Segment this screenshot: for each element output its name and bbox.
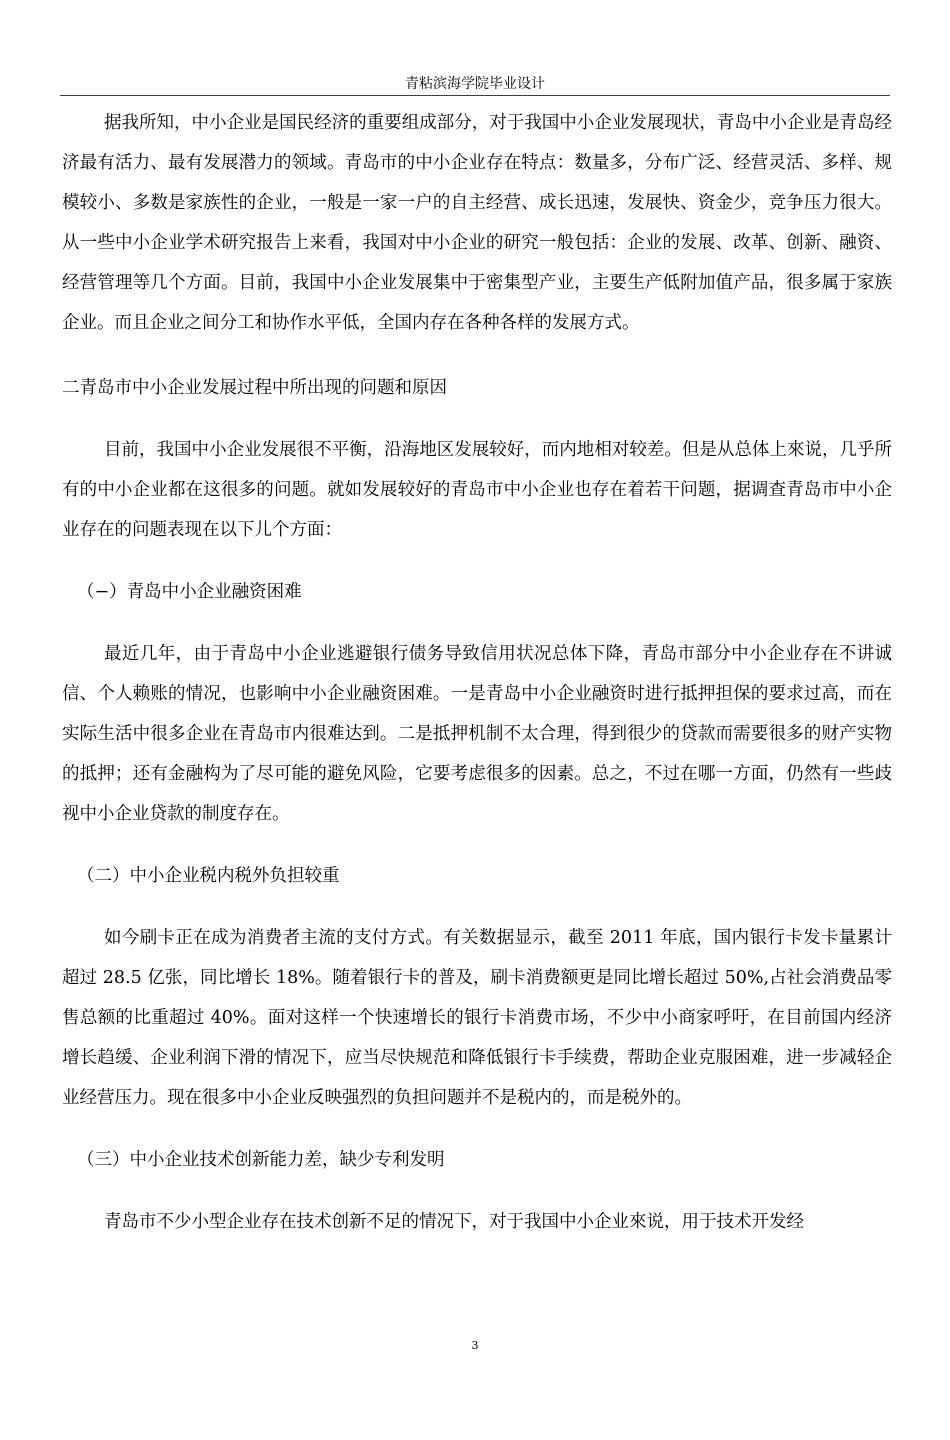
section-spacer [62, 896, 892, 918]
subsection-heading-2: （二）中小企业税内税外负担较重 [77, 866, 340, 886]
section-spacer [62, 1118, 892, 1140]
subsection-heading-1: （−）青岛中小企业融资困难 [77, 582, 302, 602]
header-divider [60, 95, 890, 96]
running-header: 青粘滨海学院毕业设计 [405, 76, 545, 92]
section-heading-2: 二青岛市中小企业发展过程中所出现的问题和原因 [62, 378, 447, 398]
subsection-heading-3: （三）中小企业技术创新能力差，缺少专利发明 [77, 1150, 445, 1170]
body-paragraph-3: 最近几年，由于青岛中小企业逃避银行债务导致信用状况总体下降，青岛市部分中小企业存在不讲诚信、个人赖账的情况，也影响中小企业融资困难。一是青岛中小企业融资时进行抵押担保的要求过高，而在实际生活中很多企业在青岛市内很难达到。二是抵押机制不太合理，得到很少的贷款而需要很多的财产实物的抵押；还有金融构为了尽可能的避免风险，它要考虑很多的因素。总之，不过在哪一方面，仍然有一些歧视中小企业贷款的制度存在。 [62, 644, 892, 824]
document-body [62, 103, 892, 1242]
body-paragraph-2: 目前，我国中小企业发展很不平衡，沿海地区发展较好，而内地相对较差。但是从总体上來说，几乎所有的中小企业都在这很多的问题。就如发展较好的青岛市中小企业也存在着若干问题，据调查青岛市中小企业存在的问题表现在以下儿个方面： [62, 440, 892, 540]
body-paragraph-1: 据我所知，中小企业是国民经济的重要组成部分，对于我国中小企业发展现状，青岛中小企业是青岛经济最有活力、最有发展潜力的领域。青岛市的中小企业存在特点：数量多，分布广泛、经营灵活、多样、规模较小、多数是家族性的企业，一般是一家一户的自主经营、成长迅速，发展快、资金少，竞争压力很大。从一些中小企业学术研究报告上来看，我国对中小企业的研究一般包括：企业的发展、改革、创新、融资、经营管理等几个方面。目前，我国中小企业发展集中于密集型产业，主要生产低附加值产品，很多属于家族企业。而且企业之间分工和协作水平低，全国内存在各种各样的发展方式。 [62, 113, 892, 333]
section-spacer [62, 1180, 892, 1202]
section-spacer [62, 408, 892, 430]
body-paragraph-5: 青岛市不少小型企业存在技术创新不足的情况下，对于我国中小企业來说，用于技术开发经 [104, 1212, 804, 1232]
page-number: 3 [471, 1339, 479, 1352]
section-spacer [62, 343, 892, 368]
section-spacer [62, 550, 892, 572]
section-spacer [62, 834, 892, 856]
section-spacer [62, 612, 892, 634]
body-paragraph-4: 如今刷卡正在成为消费者主流的支付方式。有关数据显示，截至 2011 年底，国内银行卡发卡量累计超过 28.5 亿张，同比增长 18%。随着银行卡的普及，刷卡消费额更是同比增长超过 50%,占社会消费品零售总额的比重超过 40%。面对这样一个快速增长的银行卡消费市场，不少中小商家呼吁，在目前国内经济增长趋缓、企业利润下滑的情况下，应当尽快规范和降低银行卡手续费，帮助企业克服困难，进一步减轻企业经营压力。现在很多中小企业反映强烈的负担问题并不是税内的，而是税外的。 [62, 928, 892, 1108]
